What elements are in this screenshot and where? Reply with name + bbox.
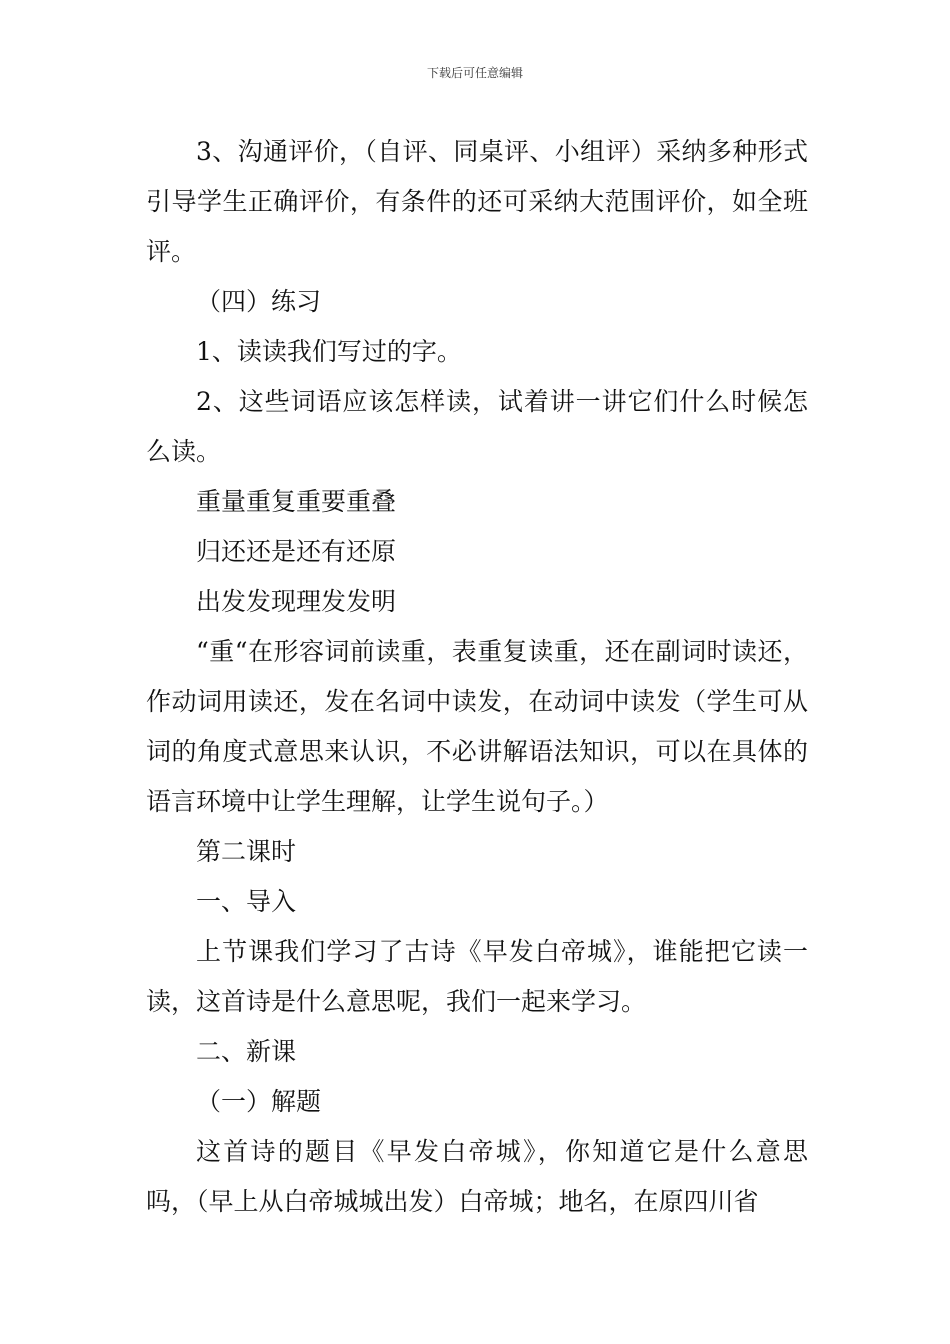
heading-title-explanation: （一）解题 — [196, 1087, 322, 1116]
paragraph-explanation: “重“在形容词前读重，表重复读重，还在副词时读还，作动词用读还，发在名词中读发，在动词中读发（学生可从词的角度式意思来认识，不必讲解语法知识，可以在具体的语言环境中让学生理解，让学生说句子。） — [146, 637, 808, 816]
heading-new-lesson: 二、新课 — [196, 1037, 297, 1066]
paragraph-evaluation: 3、沟通评价，（自评、同桌评、小组评）采纳多种形式引导学生正确评价，有条件的还可采纳大范围评价，如全班评。 — [146, 137, 808, 266]
word-list-zhong: 重量重复重要重叠 — [196, 487, 397, 516]
heading-second-lesson: 第二课时 — [196, 837, 297, 866]
word-list-huan: 归还还是还有还原 — [196, 537, 397, 566]
document-body — [146, 127, 808, 1227]
paragraph-introduction: 上节课我们学习了古诗《早发白帝城》，谁能把它读一读，这首诗是什么意思呢，我们一起来学习。 — [146, 937, 808, 1016]
word-list-fa: 出发发现理发发明 — [196, 587, 397, 616]
paragraph-read-words: 1、读读我们写过的字。 — [196, 337, 462, 366]
paragraph-title-meaning: 这首诗的题目《早发白帝城》，你知道它是什么意思吗，（早上从白帝城城出发）白帝城；地名，在原四川省 — [146, 1137, 808, 1216]
paragraph-how-to-read: 2、这些词语应该怎样读，试着讲一讲它们什么时候怎么读。 — [146, 387, 808, 466]
heading-introduction: 一、导入 — [196, 887, 297, 916]
heading-practice: （四）练习 — [196, 287, 322, 316]
page-header: 下载后可任意编辑 — [426, 66, 523, 80]
